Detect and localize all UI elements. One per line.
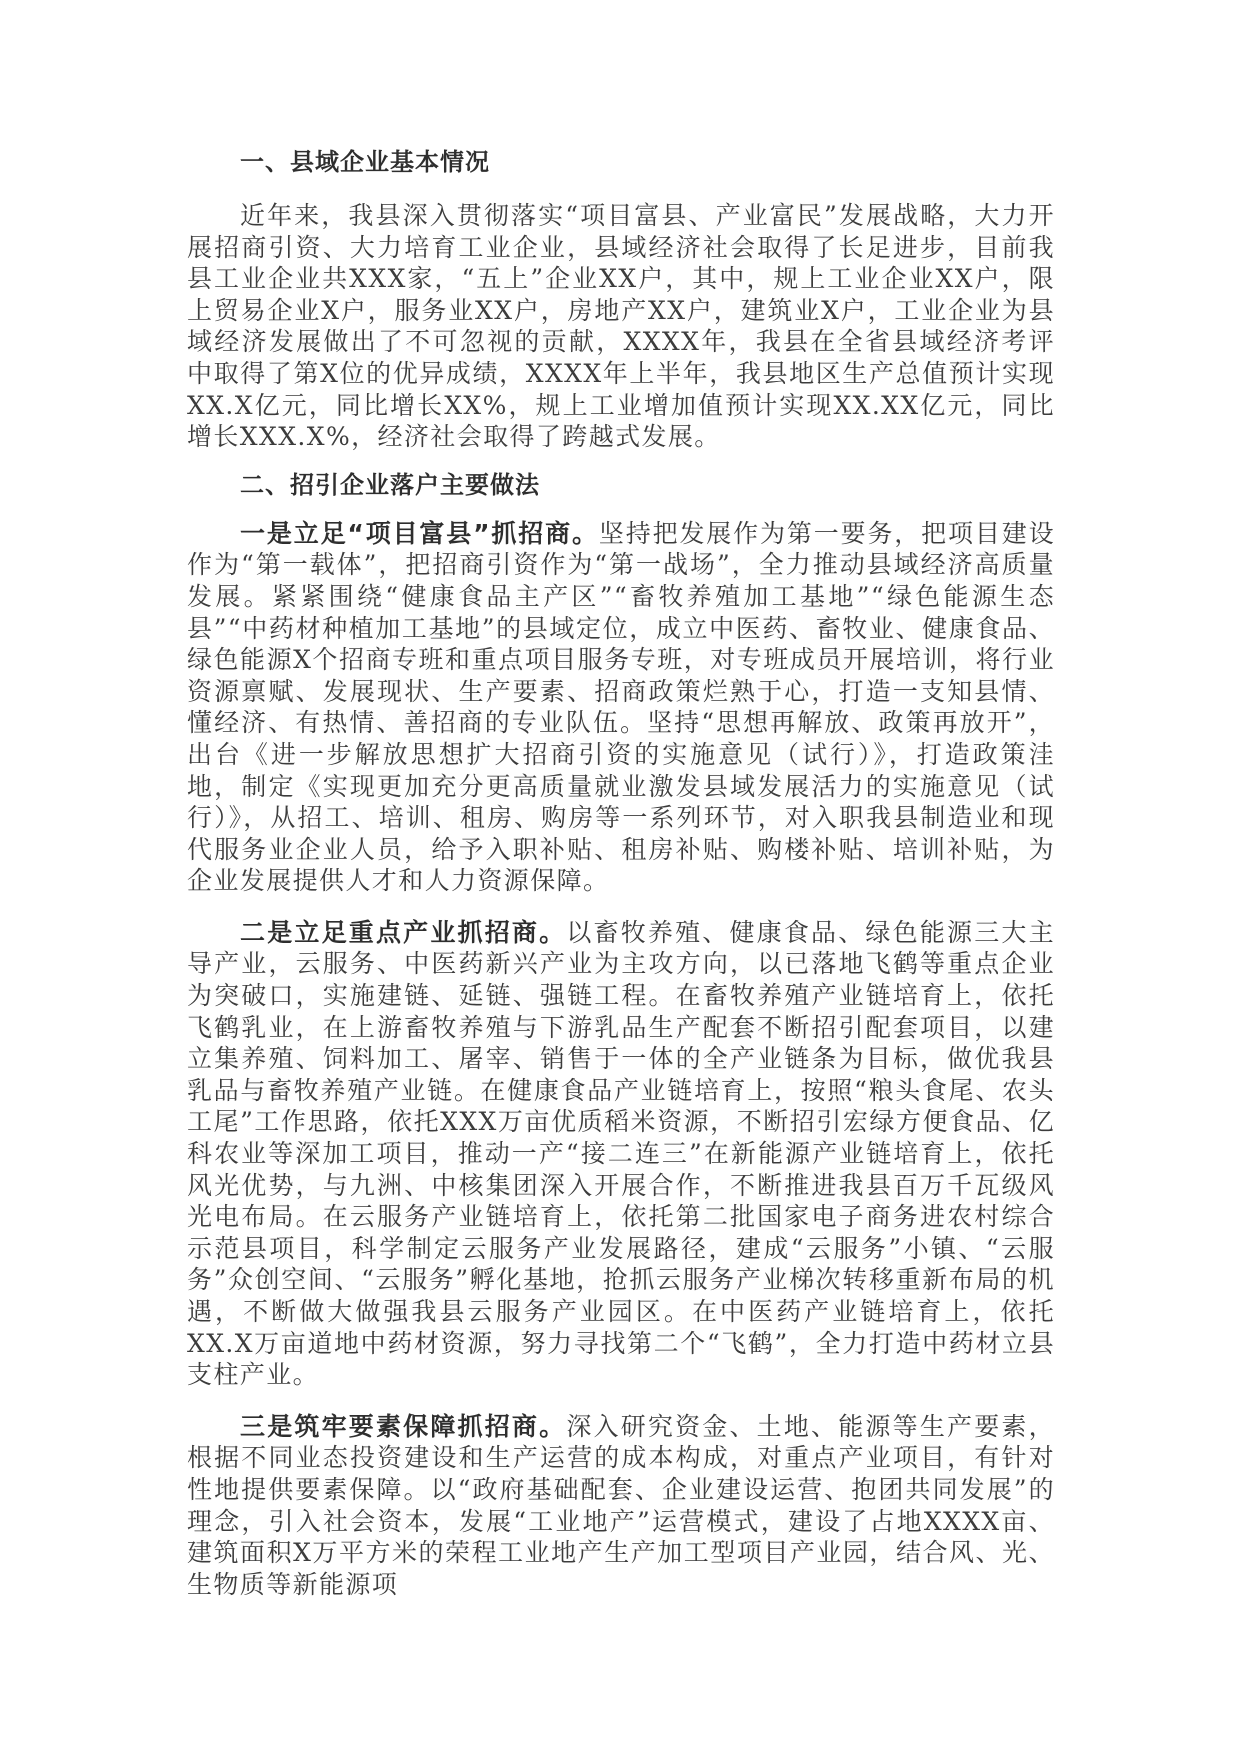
paragraph-text: 深入研究资金、土地、能源等生产要素，根据不同业态投资建设和生产运营的成本构成，对重点产业项目，有针对性地提供要素保障。以“政府基础配套、企业建设运营、抱团共同发展”的理念，引入社会资本，发展“工业地产”运营模式，建设了占地XXXX亩、建筑面积X万平方米的荣程工业地产生产加工型项目产业园，结合风、光、生物质等新能源项 [187, 1411, 1055, 1599]
section-heading-main-practices: 二、招引企业落户主要做法 [240, 470, 540, 499]
paragraph-practice-2 [187, 917, 1055, 1391]
paragraph-lead-bold: 二是立足重点产业抓招商。 [240, 917, 567, 947]
paragraph-text: 以畜牧养殖、健康食品、绿色能源三大主导产业，云服务、中医药新兴产业为主攻方向，以已落地飞鹤等重点企业为突破口，实施建链、延链、强链工程。在畜牧养殖产业链培育上，依托飞鹤乳业，在上游畜牧养殖与下游乳品生产配套不断招引配套项目，以建立集养殖、饲料加工、屠宰、销售于一体的全产业链条为目标，做优我县乳品与畜牧养殖产业链。在健康食品产业链培育上，按照“粮头食尾、农头工尾”工作思路，依托XXX万亩优质稻米资源，不断招引宏绿方便食品、亿科农业等深加工项目，推动一产“接二连三”在新能源产业链培育上，依托风光优势，与九洲、中核集团深入开展合作，不断推进我县百万千瓦级风光电布局。在云服务产业链培育上，依托第二批国家电子商务进农村综合示范县项目，科学制定云服务产业发展路径，建成“云服务”小镇、“云服务”众创空间、“云服务”孵化基地，抢抓云服务产业梯次转移重新布局的机遇，不断做大做强我县云服务产业园区。在中医药产业链培育上，依托XX.X万亩道地中药材资源，努力寻找第二个“飞鹤”，全力打造中药材立县支柱产业。 [187, 917, 1055, 1390]
paragraph-lead-bold: 三是筑牢要素保障抓招商。 [240, 1411, 567, 1441]
paragraph-basic-situation [187, 200, 1055, 453]
paragraph-text: 近年来，我县深入贯彻落实“项目富县、产业富民”发展战略，大力开展招商引资、大力培育工业企业，县域经济社会取得了长足进步，目前我县工业企业共XXX家，“五上”企业XX户，其中，规上工业企业XX户，限上贸易企业X户，服务业XX户，房地产XX户，建筑业X户，工业企业为县域经济发展做出了不可忽视的贡献，XXXX年，我县在全省县域经济考评中取得了第X位的优异成绩，XXXX年上半年，我县地区生产总值预计实现XX.X亿元，同比增长XX%，规上工业增加值预计实现XX.XX亿元，同比增长XXX.X%，经济社会取得了跨越式发展。 [187, 201, 1055, 452]
paragraph-practice-3 [187, 1411, 1055, 1601]
paragraph-practice-1 [187, 518, 1055, 897]
paragraph-text: 坚持把发展作为第一要务，把项目建设作为“第一载体”，把招商引资作为“第一战场”，全力推动县域经济高质量发展。紧紧围绕“健康食品主产区”“畜牧养殖加工基地”“绿色能源生态县”“中药材种植加工基地”的县域定位，成立中医药、畜牧业、健康食品、绿色能源X个招商专班和重点项目服务专班，对专班成员开展培训，将行业资源禀赋、发展现状、生产要素、招商政策烂熟于心，打造一支知县情、懂经济、有热情、善招商的专业队伍。坚持“思想再解放、政策再放开”，出台《进一步解放思想扩大招商引资的实施意见（试行）》，打造政策洼地，制定《实现更加充分更高质量就业激发县域发展活力的实施意见（试行）》，从招工、培训、租房、购房等一系列环节，对入职我县制造业和现代服务业企业人员，给予入职补贴、租房补贴、购楼补贴、培训补贴，为企业发展提供人才和人力资源保障。 [187, 518, 1055, 896]
document-page [187, 140, 1055, 1600]
paragraph-lead-bold: 一是立足“项目富县”抓招商。 [240, 518, 599, 548]
section-heading-basic-situation: 一、县域企业基本情况 [240, 148, 490, 176]
